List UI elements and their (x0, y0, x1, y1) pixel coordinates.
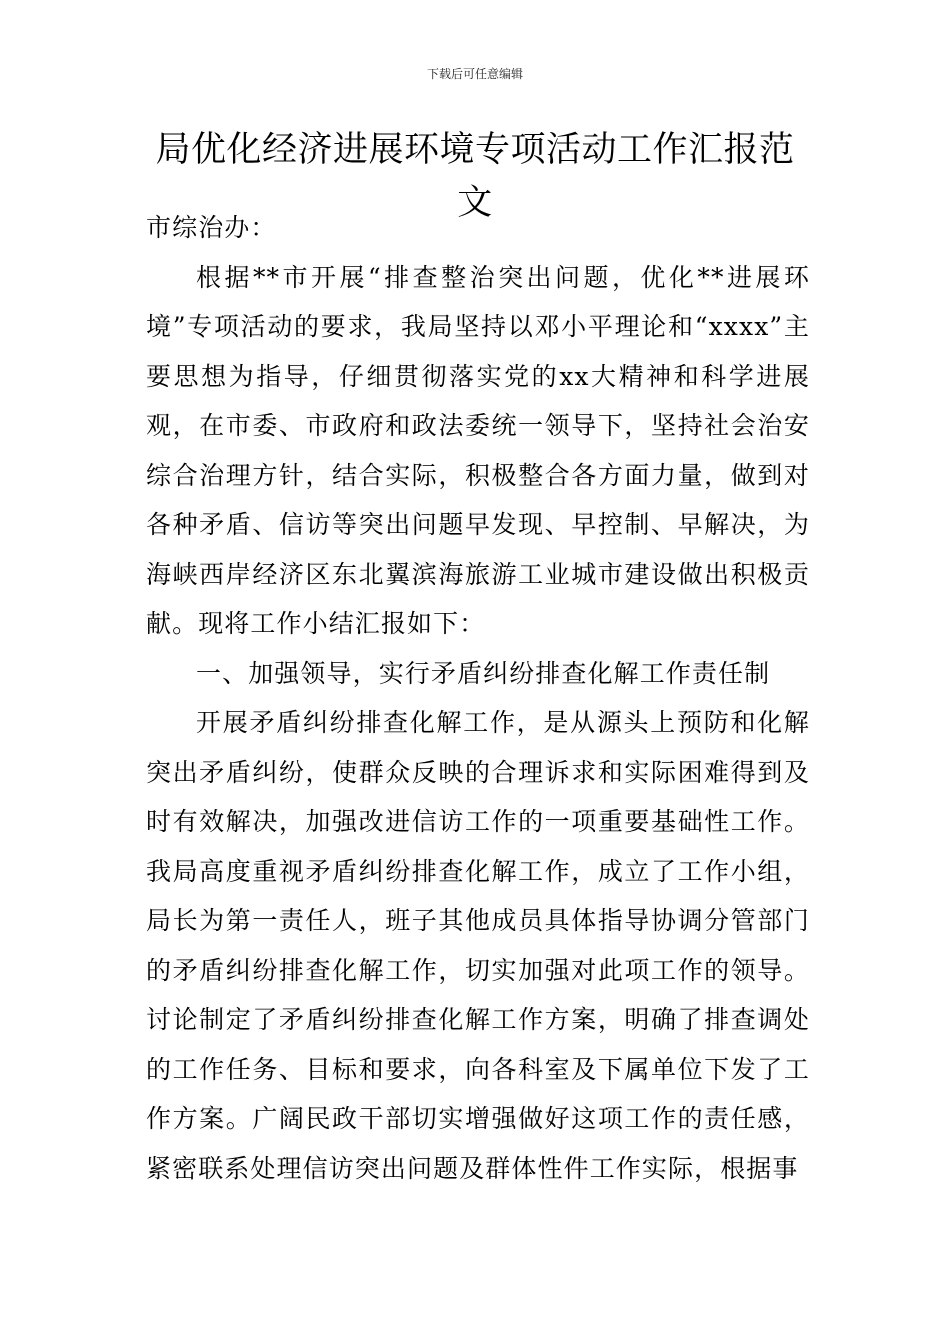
body-paragraph: 根据**市开展“排查整治突出问题，优化**进展环境”专项活动的要求，我局坚持以邓小平理论和“xxxx”主要思想为指导，仔细贯彻落实党的xx大精神和科学进展观，在市委、市政府和政法委统一领导下，坚持社会治安综合治理方针，结合实际，积极整合各方面力量，做到对各种矛盾、信访等突出问题早发现、早控制、早解决，为海峡西岸经济区东北翼滨海旅游工业城市建设做出积极贡献。现将工作小结汇报如下： (146, 262, 810, 638)
document-body (146, 203, 810, 1193)
salutation: 市综治办： (146, 213, 277, 242)
document-title: 局优化经济进展环境专项活动工作汇报范文 (155, 130, 795, 223)
body-paragraph: 开展矛盾纠纷排查化解工作，是从源头上预防和化解突出矛盾纠纷，使群众反映的合理诉求和实际困难得到及时有效解决，加强改进信访工作的一项重要基础性工作。我局高度重视矛盾纠纷排查化解工作，成立了工作小组，局长为第一责任人，班子其他成员具体指导协调分管部门的矛盾纠纷排查化解工作，切实加强对此项工作的领导。讨论制定了矛盾纠纷排查化解工作方案，明确了排查调处的工作任务、目标和要求，向各科室及下属单位下发了工作方案。广阔民政干部切实增强做好这项工作的责任感，紧密联系处理信访突出问题及群体性件工作实际，根据事 (146, 708, 810, 1183)
section-heading: 一、加强领导，实行矛盾纠纷排查化解工作责任制 (196, 658, 771, 688)
page-header-note: 下载后可任意编辑 (426, 67, 523, 81)
